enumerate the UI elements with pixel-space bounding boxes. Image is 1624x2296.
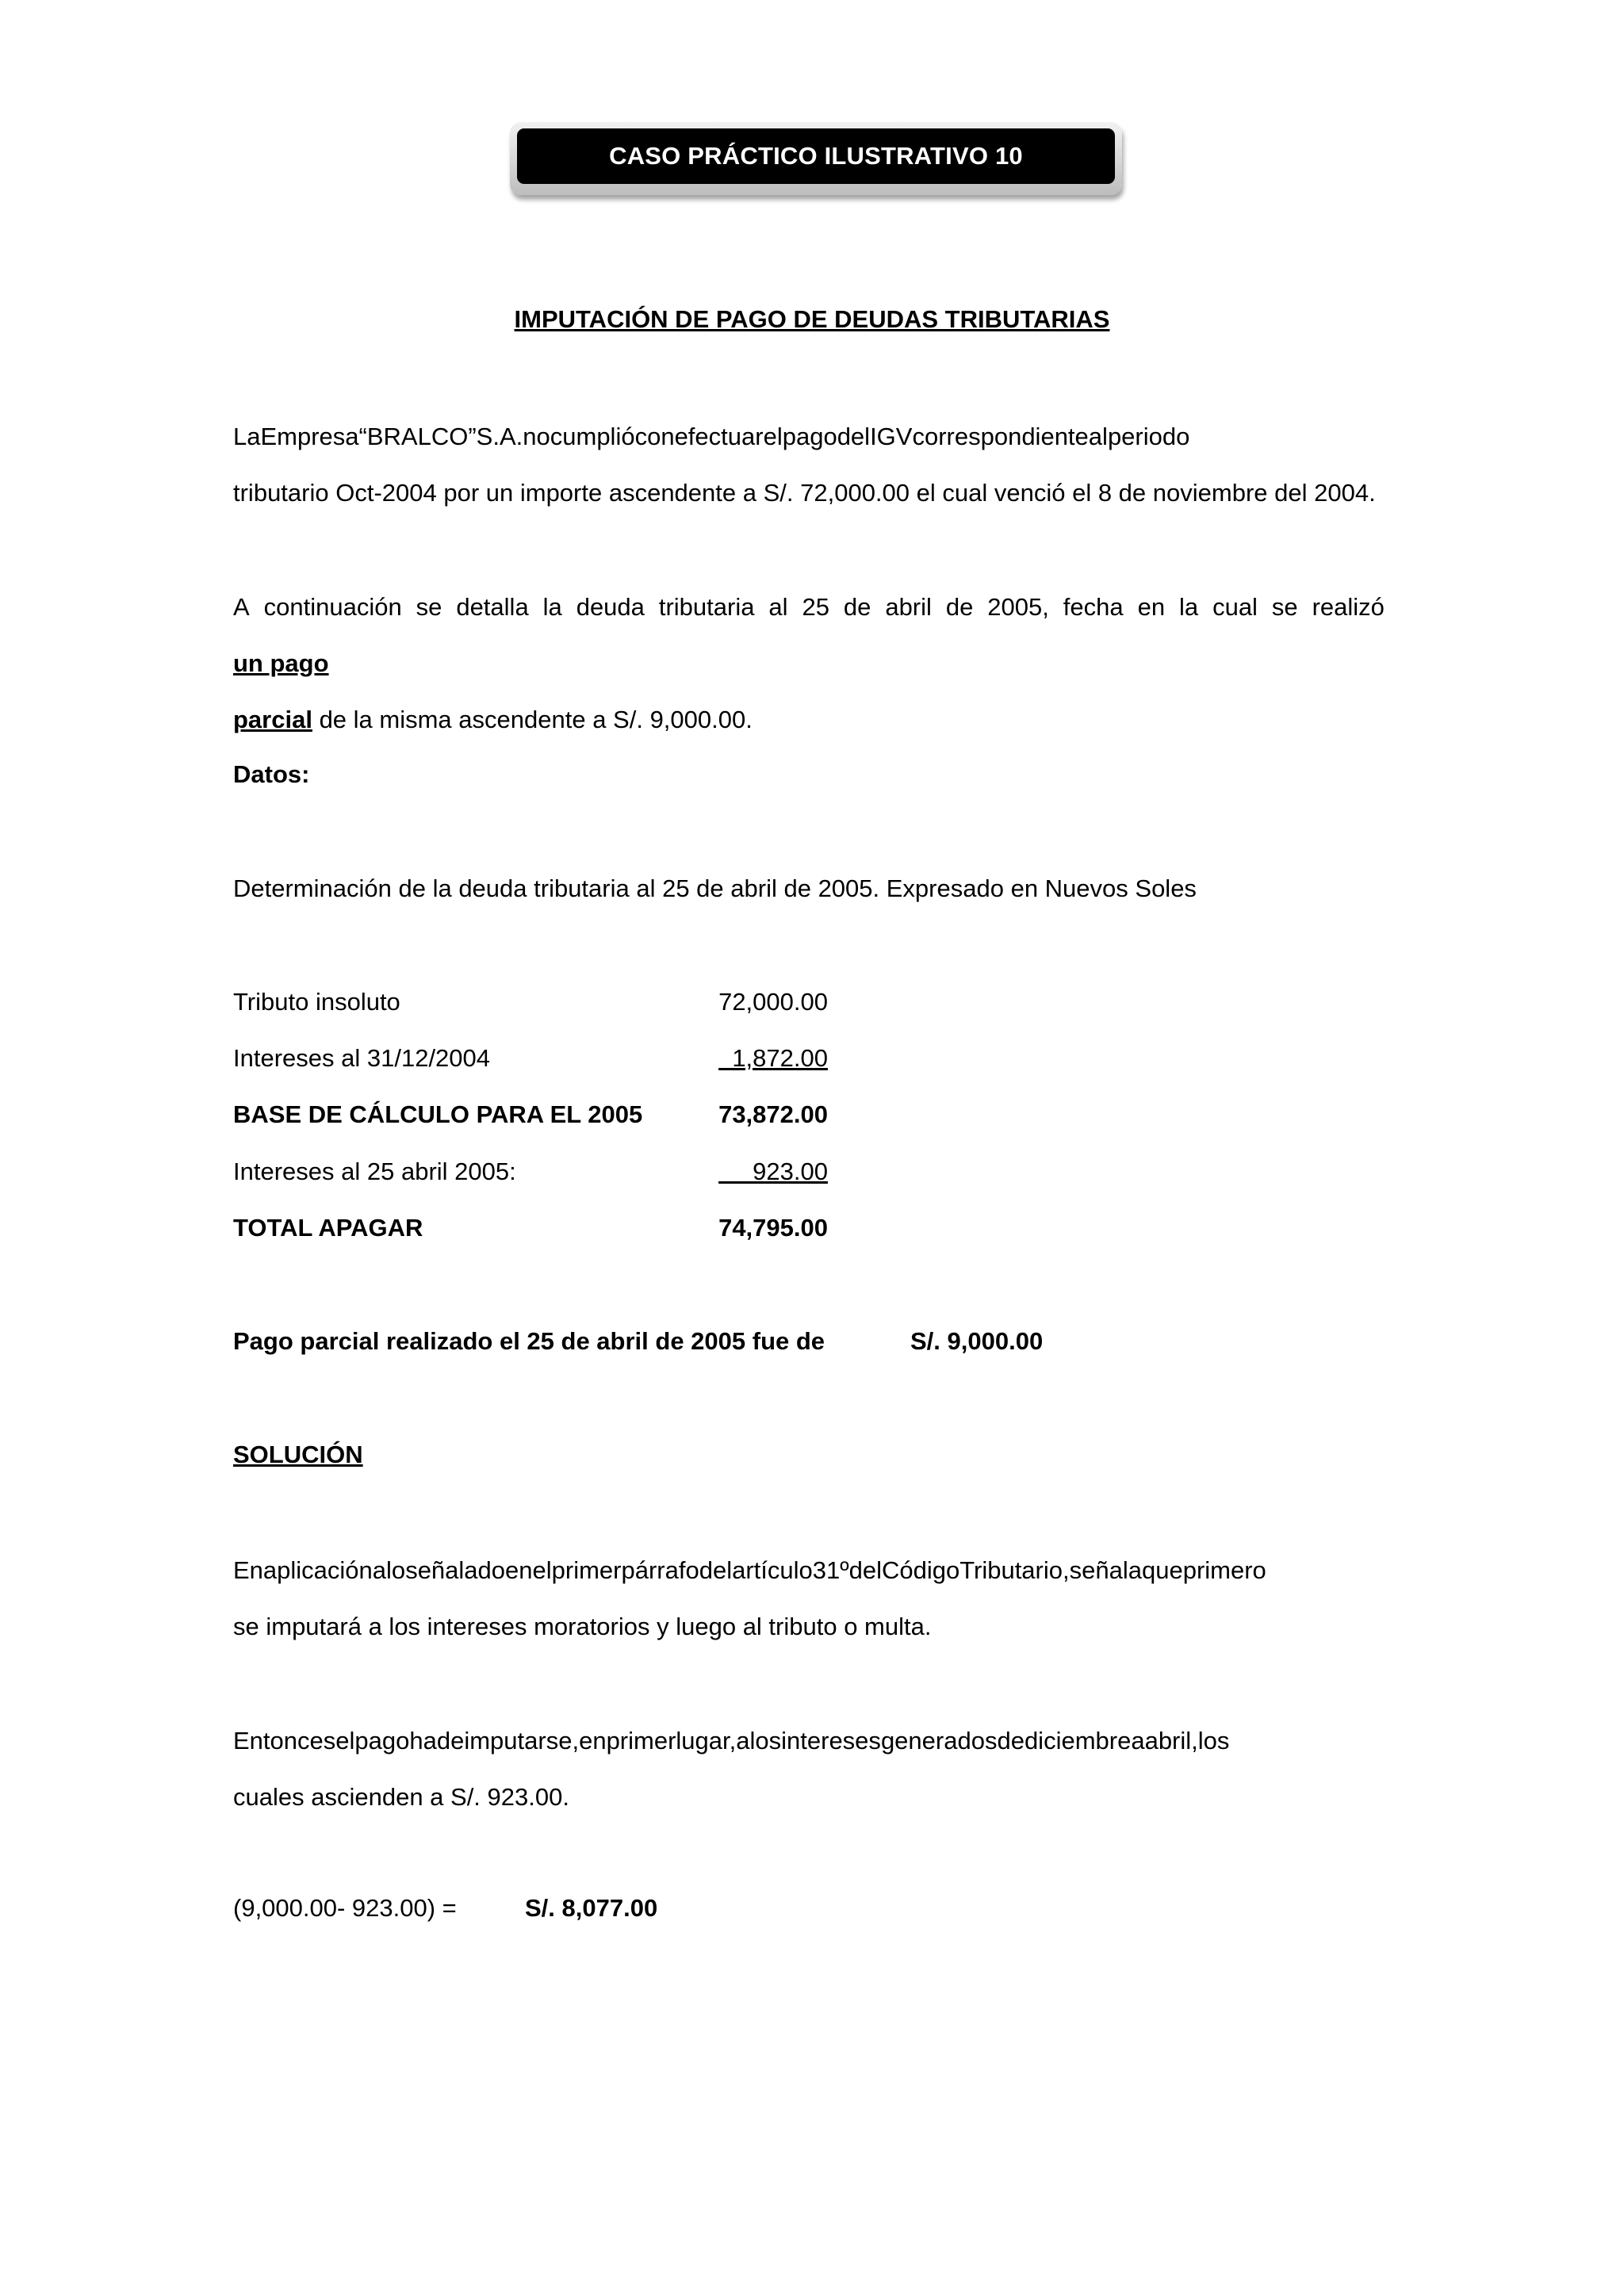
- word: de: [945, 593, 974, 621]
- table-row-label: BASE DE CÁLCULO PARA EL 2005: [233, 1100, 643, 1128]
- word: el: [763, 423, 783, 450]
- word: los: [749, 1727, 782, 1755]
- table-row-label: TOTAL APAGAR: [233, 1214, 423, 1242]
- word: abril: [885, 593, 932, 621]
- word: primer: [551, 1556, 622, 1584]
- word: periodo: [1107, 423, 1190, 450]
- word: cual: [1212, 593, 1258, 621]
- solution-p1-line-2: se imputará a los intereses moratorios y luego al tributo o multa.: [233, 1613, 932, 1640]
- word: Código: [881, 1556, 960, 1584]
- word: artículo: [732, 1556, 813, 1584]
- table-row-value: 1,872.00: [718, 1044, 828, 1072]
- detail-emphasis-2: parcial: [233, 706, 312, 733]
- word: tributaria: [658, 593, 755, 621]
- table-row-value: 73,872.00: [718, 1100, 828, 1128]
- datos-label: Datos:: [233, 760, 310, 788]
- calc-result: S/. 8,077.00: [525, 1894, 658, 1922]
- word: en: [579, 1727, 607, 1755]
- word: aplicación: [262, 1556, 373, 1584]
- word: del: [837, 423, 871, 450]
- solution-heading: SOLUCIÓN: [233, 1441, 363, 1468]
- word: continuación: [263, 593, 402, 621]
- word: Empresa: [260, 423, 359, 450]
- word: que: [1141, 1556, 1183, 1584]
- detail-paragraph: [233, 579, 1397, 748]
- word: lo: [386, 1556, 406, 1584]
- word: ha: [409, 1727, 437, 1755]
- word: A: [233, 593, 250, 621]
- word: 2005,: [987, 593, 1049, 621]
- word: en: [505, 1556, 533, 1584]
- table-row-label: Intereses al 31/12/2004: [233, 1044, 491, 1072]
- word: se: [1271, 593, 1298, 621]
- word: de: [436, 1727, 465, 1755]
- word: pago: [782, 423, 837, 450]
- detail-line-2: [233, 691, 1397, 748]
- word: la: [542, 593, 562, 621]
- word: efectuar: [674, 423, 764, 450]
- word: en: [1137, 593, 1166, 621]
- calc-expression: (9,000.00- 923.00) =: [233, 1894, 457, 1922]
- word: generados: [880, 1727, 998, 1755]
- word: diciembre: [1024, 1727, 1132, 1755]
- solution-p2-line-1: [233, 1712, 1397, 1769]
- document-subtitle: IMPUTACIÓN DE PAGO DE DEUDAS TRIBUTARIAS: [514, 305, 1110, 333]
- word: a: [1131, 1727, 1145, 1755]
- table-row-value: 72,000.00: [718, 988, 828, 1016]
- word: intereses: [781, 1727, 881, 1755]
- word: primer: [606, 1727, 676, 1755]
- word: pago: [354, 1727, 410, 1755]
- word: los: [1197, 1727, 1230, 1755]
- intro-line-2: tributario Oct-2004 por un importe ascendente a S/. 72,000.00 el cual venció el 8 de noviembre del 2004.: [233, 479, 1376, 507]
- word: el: [532, 1556, 552, 1584]
- word: señalado: [405, 1556, 506, 1584]
- word: la: [1179, 593, 1199, 621]
- word: se: [416, 593, 442, 621]
- payment-label: Pago parcial realizado el 25 de abril de 2005 fue de: [233, 1327, 825, 1355]
- detail-line-1-words: [233, 579, 1385, 635]
- word: a: [372, 1556, 387, 1584]
- solution-p2-line-2: cuales ascienden a S/. 923.00.: [233, 1783, 569, 1811]
- word: primero: [1182, 1556, 1266, 1584]
- intro-paragraph: [233, 408, 1397, 521]
- word: a: [736, 1727, 750, 1755]
- word: párrafo: [621, 1556, 699, 1584]
- word: al: [1088, 423, 1108, 450]
- case-badge: CASO PRÁCTICO ILUSTRATIVO 10: [517, 128, 1115, 184]
- word: 31º: [812, 1556, 849, 1584]
- word: deuda: [576, 593, 645, 621]
- detail-line-2-rest: de la misma ascendente a S/. 9,000.00.: [312, 706, 753, 733]
- word: correspondiente: [912, 423, 1089, 450]
- word: no: [523, 423, 550, 450]
- word: La: [233, 423, 261, 450]
- detail-line-1: [233, 579, 1397, 691]
- payment-value: S/. 9,000.00: [910, 1327, 1044, 1355]
- determination-text: Determinación de la deuda tributaria al 25 de abril de 2005. Expresado en Nuevos Soles: [233, 874, 1197, 902]
- word: del: [699, 1556, 733, 1584]
- word: de: [843, 593, 871, 621]
- word: abril,: [1144, 1727, 1198, 1755]
- word: realizó: [1312, 593, 1385, 621]
- word: fecha: [1063, 593, 1124, 621]
- word: Entonces: [233, 1727, 336, 1755]
- word: detalla: [456, 593, 529, 621]
- word: el: [335, 1727, 355, 1755]
- word: Tributario,: [959, 1556, 1070, 1584]
- solution-paragraph-2: [233, 1712, 1397, 1825]
- word: IGV: [870, 423, 913, 450]
- word: de: [997, 1727, 1025, 1755]
- word: cumplió: [550, 423, 635, 450]
- word: con: [634, 423, 675, 450]
- word: imputarse,: [464, 1727, 580, 1755]
- word: En: [233, 1556, 263, 1584]
- table-row-label: Intereses al 25 abril 2005:: [233, 1158, 516, 1185]
- word: S.A.: [476, 423, 523, 450]
- word: lugar,: [676, 1727, 737, 1755]
- word: del: [848, 1556, 882, 1584]
- table-row-label: Tributo insoluto: [233, 988, 400, 1016]
- word: 25: [802, 593, 829, 621]
- solution-paragraph-1: [233, 1542, 1397, 1655]
- intro-line-1: [233, 408, 1397, 465]
- word: señala: [1069, 1556, 1142, 1584]
- table-row-value: 74,795.00: [718, 1214, 828, 1242]
- word: al: [768, 593, 788, 621]
- detail-emphasis-1: un pago: [233, 649, 329, 677]
- solution-p1-line-1: [233, 1542, 1397, 1598]
- case-badge-frame: [510, 122, 1122, 195]
- word: “BRALCO”: [358, 423, 477, 450]
- table-row-value: 923.00: [718, 1158, 828, 1185]
